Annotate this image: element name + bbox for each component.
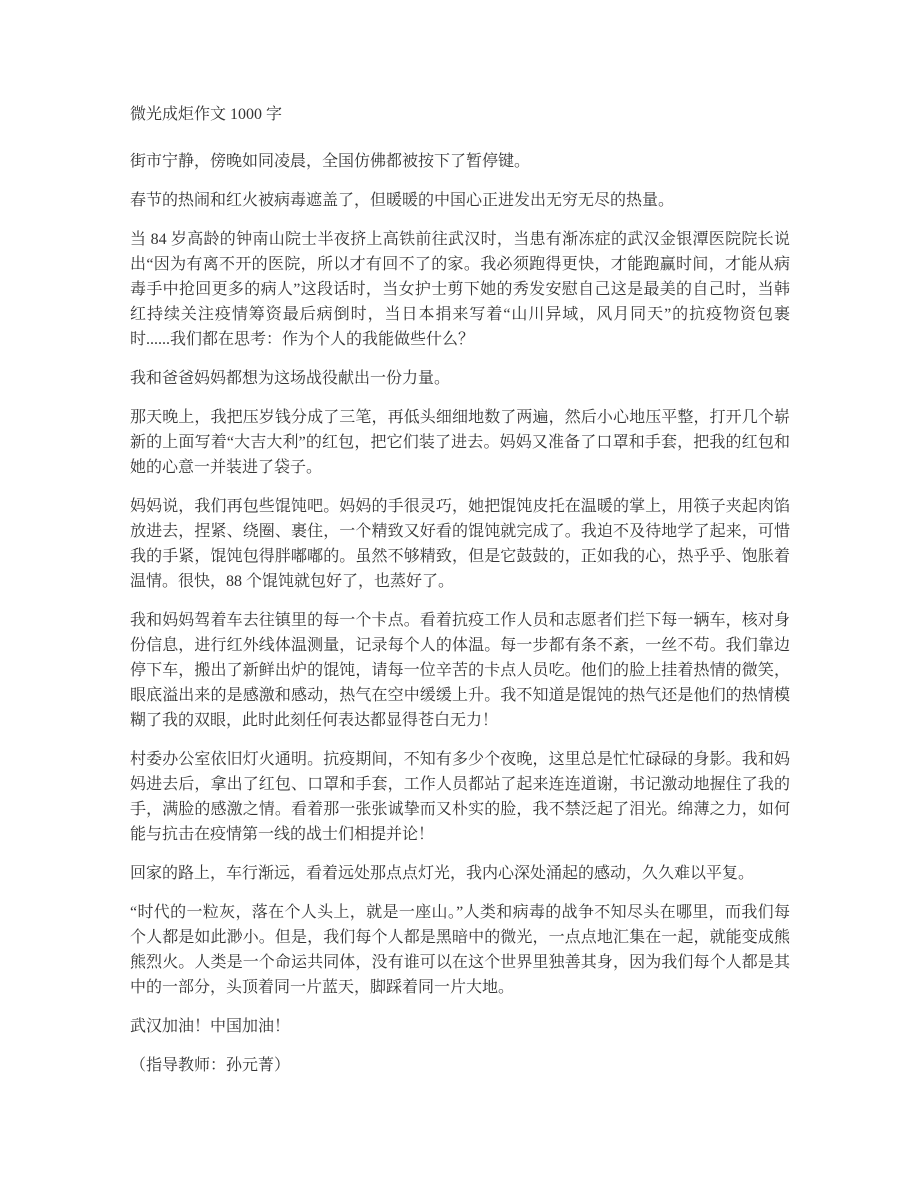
- paragraph: 妈妈说，我们再包些馄饨吧。妈妈的手很灵巧，她把馄饨皮托在温暖的掌上，用筷子夹起肉馅放进去，捏紧、绕圈、裹住，一个精致又好看的馄饨就完成了。我迫不及待地学了起来，可惜我的手紧，馄饨包得胖嘟嘟的。虽然不够精致，但是它鼓鼓的，正如我的心，热乎乎、饱胀着温情。很快，88 个馄饨就包好了，也蒸好了。: [130, 498, 790, 590]
- paragraph: （指导教师：孙元菁）: [130, 1057, 291, 1074]
- paragraph: 我和妈妈驾着车去往镇里的每一个卡点。看着抗疫工作人员和志愿者们拦下每一辆车，核对身份信息，进行红外线体温测量，记录每个人的体温。每一步都有条不紊，一丝不苟。我们靠边停下车，搬出了新鲜出炉的馄饨，请每一位辛苦的卡点人员吃。他们的脸上挂着热情的微笑，眼底溢出来的是感激和感动，热气在空中缓缓上升。我不知道是馄饨的热气还是他们的热情模糊了我的双眼，此时此刻任何表达都显得苍白无力！: [130, 612, 790, 729]
- paragraph: 我和爸爸妈妈都想为这场战役献出一份力量。: [130, 370, 451, 387]
- paragraph: 街市宁静，傍晚如同凌晨，全国仿佛都被按下了暂停键。: [130, 153, 531, 170]
- paragraph: 武汉加油！中国加油！: [130, 1018, 291, 1035]
- paragraph: 回家的路上，车行渐远，看着远处那点点灯光，我内心深处涌起的感动，久久难以平复。: [130, 865, 755, 882]
- paragraph: 当 84 岁高龄的钟南山院士半夜挤上高铁前往武汉时，当患有渐冻症的武汉金银潭医院院长说出“因为有离不开的医院，所以才有回不了的家。我必须跑得更快，才能跑赢时间，才能从病毒手中抢回更多的病人”这段话时，当女护士剪下她的秀发安慰自己这是最美的自己时，当韩红持续关注疫情筹资最后病倒时，当日本捐来写着“山川异域，风月同天”的抗疫物资包裹时......我们都在思考：作为个人的我能做些什么？: [130, 231, 790, 348]
- paragraph: 春节的热闹和红火被病毒遮盖了，但暖暖的中国心正进发出无穷无尽的热量。: [130, 192, 675, 209]
- paragraph: “时代的一粒灰，落在个人头上，就是一座山。”人类和病毒的战争不知尽头在哪里，而我们每个人都是如此渺小。但是，我们每个人都是黑暗中的微光，一点点地汇集在一起，就能变成熊熊烈火。人类是一个命运共同体，没有谁可以在这个世界里独善其身，因为我们每个人都是其中的一部分，头顶着同一片蓝天，脚踩着同一片大地。: [130, 904, 790, 996]
- paragraph: 村委办公室依旧灯火通明。抗疫期间，不知有多少个夜晚，这里总是忙忙碌碌的身影。我和妈妈进去后，拿出了红包、口罩和手套，工作人员都站了起来连连道谢，书记激动地握住了我的手，满脸的感激之情。看着那一张张诚挚而又朴实的脸，我不禁泛起了泪光。绵薄之力，如何能与抗击在疫情第一线的战士们相提并论！: [130, 751, 790, 843]
- document-title: 微光成炬作文 1000 字: [130, 106, 283, 123]
- paragraph: 那天晚上，我把压岁钱分成了三笔，再低头细细地数了两遍，然后小心地压平整，打开几个崭新的上面写着“大吉大利”的红包，把它们装了进去。妈妈又准备了口罩和手套，把我的红包和她的心意一并装进了袋子。: [130, 409, 790, 476]
